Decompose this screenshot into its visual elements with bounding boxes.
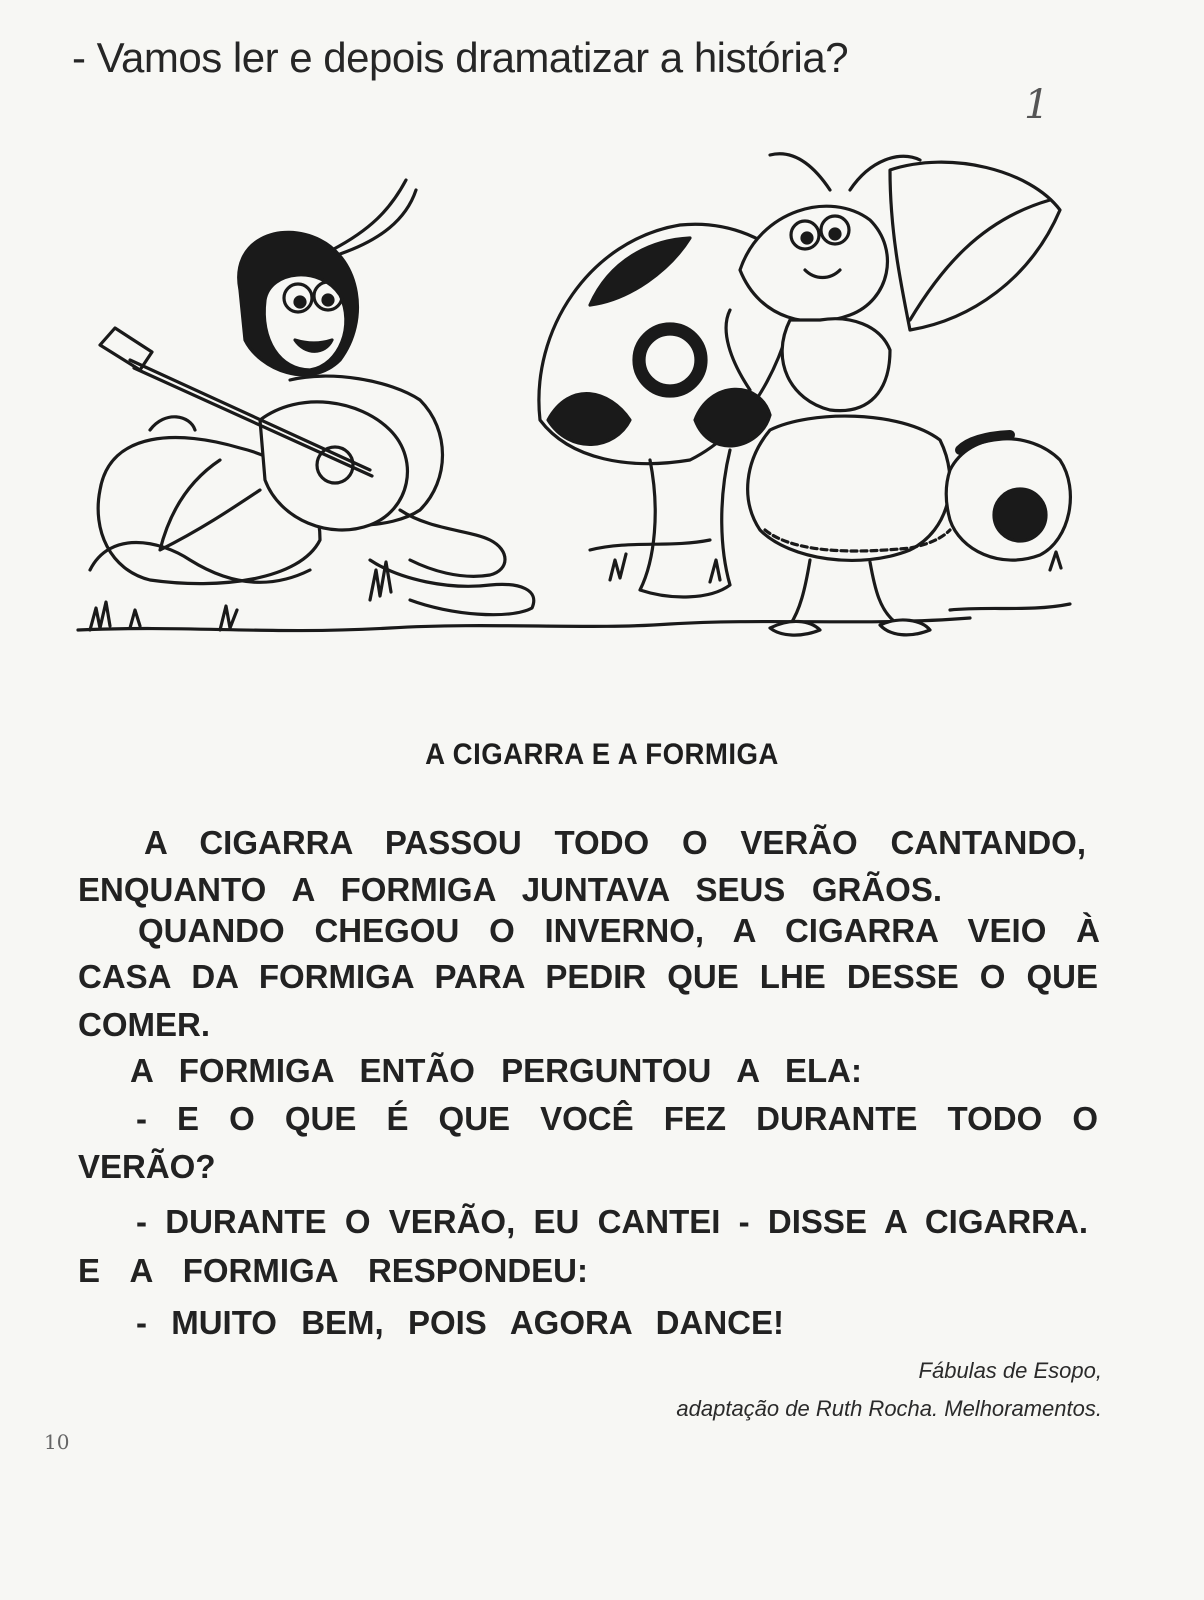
story-line: COMER. bbox=[78, 1006, 210, 1043]
fable-illustration bbox=[70, 130, 1100, 660]
story-line: VERÃO? bbox=[78, 1148, 216, 1185]
handwritten-page-mark: 1 bbox=[1024, 82, 1050, 128]
story-line: - E O QUE É QUE VOCÊ FEZ DURANTE TODO O bbox=[136, 1100, 1098, 1137]
story-line: E A FORMIGA RESPONDEU: bbox=[78, 1252, 588, 1289]
page-instruction: - Vamos ler e depois dramatizar a história? bbox=[72, 34, 849, 81]
story-line: ENQUANTO A FORMIGA JUNTAVA SEUS GRÃOS. bbox=[78, 871, 942, 908]
page-number: 10 bbox=[44, 1430, 70, 1454]
story-line: A FORMIGA ENTÃO PERGUNTOU A ELA: bbox=[130, 1052, 862, 1089]
story-line: QUANDO CHEGOU O INVERNO, A CIGARRA VEIO À bbox=[138, 912, 1100, 949]
story-line: CASA DA FORMIGA PARA PEDIR QUE LHE DESSE O QUE bbox=[78, 958, 1098, 995]
credit-line-2: adaptação de Ruth Rocha. Melhoramentos. bbox=[676, 1396, 1102, 1421]
story-title: A CIGARRA E A FORMIGA bbox=[425, 738, 779, 771]
ant-with-leaf-icon bbox=[726, 154, 1060, 635]
source-credit bbox=[676, 1352, 1102, 1428]
credit-line-1: Fábulas de Esopo, bbox=[918, 1358, 1102, 1383]
story-line: - MUITO BEM, POIS AGORA DANCE! bbox=[136, 1304, 784, 1341]
cicada-with-guitar-icon bbox=[100, 180, 534, 615]
story-line: A CIGARRA PASSOU TODO O VERÃO CANTANDO, bbox=[144, 824, 1086, 861]
ladybug-icon bbox=[946, 435, 1070, 560]
story-line: - DURANTE O VERÃO, EU CANTEI - DISSE A CIGARRA. bbox=[136, 1203, 1088, 1240]
